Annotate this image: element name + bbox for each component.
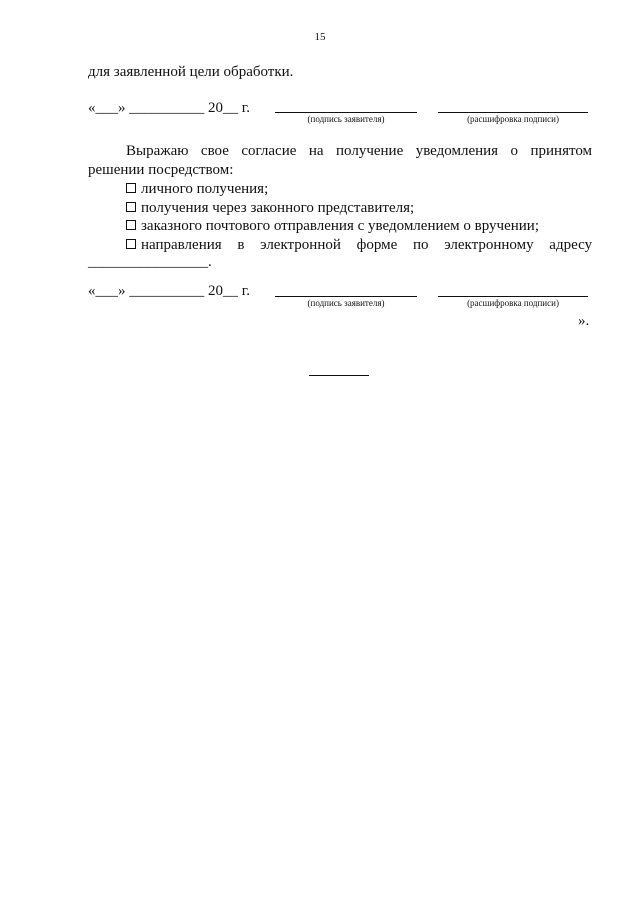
option-electronic-word: электронному bbox=[444, 237, 534, 253]
checkbox-icon[interactable] bbox=[126, 239, 136, 249]
option-electronic-word: в bbox=[237, 237, 245, 253]
option-personal bbox=[126, 179, 268, 199]
end-divider bbox=[309, 375, 369, 376]
consent-line-2: решении посредством: bbox=[88, 162, 234, 178]
consent-word: свое bbox=[200, 143, 229, 159]
option-mail bbox=[126, 216, 539, 236]
decoding-caption-1: (расшифровка подписи) bbox=[467, 114, 559, 124]
option-representative bbox=[126, 198, 414, 218]
signature-line-2 bbox=[275, 296, 417, 297]
option-label: получения через законного представителя; bbox=[141, 200, 415, 216]
option-electronic-word: по bbox=[412, 237, 429, 253]
date-field-2: «___» __________ 20__ г. bbox=[88, 283, 250, 299]
signature-caption-2: (подпись заявителя) bbox=[307, 298, 385, 308]
checkbox-icon[interactable] bbox=[126, 183, 136, 193]
signature-caption-1: (подпись заявителя) bbox=[307, 114, 385, 124]
consent-line-1 bbox=[126, 141, 592, 161]
consent-word: уведомления bbox=[415, 143, 499, 159]
decoding-line-1 bbox=[438, 112, 588, 113]
decoding-caption-2: (расшифровка подписи) bbox=[467, 298, 559, 308]
option-electronic-word: направления bbox=[141, 237, 222, 253]
consent-word: на bbox=[308, 143, 324, 159]
option-label: заказного почтового отправления с уведомлением о вручении; bbox=[141, 218, 539, 234]
address-blank: ________________. bbox=[88, 254, 212, 270]
checkbox-icon[interactable] bbox=[126, 202, 136, 212]
page-number: 15 bbox=[314, 31, 326, 43]
option-electronic-word: адресу bbox=[549, 237, 593, 253]
date-field-1: «___» __________ 20__ г. bbox=[88, 100, 250, 116]
consent-word: Выражаю bbox=[126, 143, 189, 159]
decoding-line-2 bbox=[438, 296, 588, 297]
checkbox-icon[interactable] bbox=[126, 220, 136, 230]
option-electronic-word: электронной bbox=[260, 237, 341, 253]
signature-line-1 bbox=[275, 112, 417, 113]
consent-word: о bbox=[510, 143, 519, 159]
consent-word: согласие bbox=[241, 143, 297, 159]
closing-quote: ». bbox=[578, 313, 590, 329]
consent-word: получение bbox=[336, 143, 404, 159]
option-electronic-word: форме bbox=[356, 237, 398, 253]
intro-line: для заявленной цели обработки. bbox=[88, 64, 294, 80]
consent-word: принятом bbox=[530, 143, 593, 159]
option-label: личного получения; bbox=[141, 181, 269, 197]
